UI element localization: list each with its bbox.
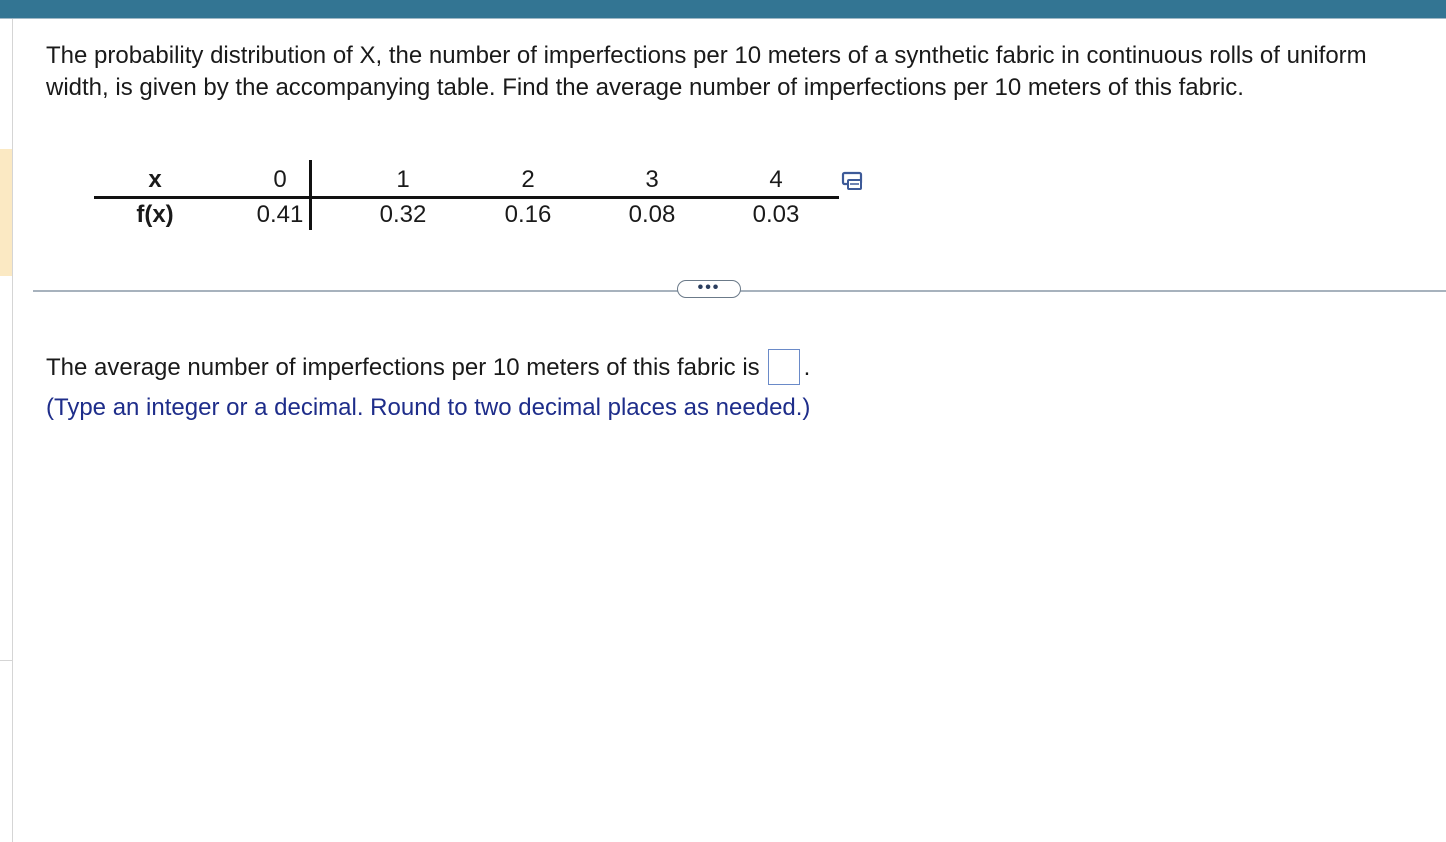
top-bar-border	[0, 18, 1446, 19]
left-panel-divider	[0, 660, 12, 661]
answer-sentence	[46, 350, 810, 387]
expand-more-button[interactable]: •••	[677, 280, 741, 298]
top-bar	[0, 0, 1446, 18]
table-x-value: 0	[273, 166, 287, 193]
table-x-value: 2	[521, 166, 535, 193]
answer-input[interactable]	[768, 349, 800, 385]
question-text: The probability distribution of X, the number of imperfections per 10 meters of a synthetic fabric in continuous rolls of uniform width, is given by the accompanying table. Find the average number of imperfections per 10 meters of this fabric.	[46, 42, 1367, 101]
answer-hint: (Type an integer or a decimal. Round to two decimal places as needed.)	[46, 394, 811, 421]
left-question-tab[interactable]	[0, 149, 12, 276]
table-f-value: 0.16	[504, 201, 552, 228]
left-panel-border	[12, 19, 13, 842]
table-horizontal-rule	[94, 196, 839, 199]
table-f-value: 0.03	[752, 201, 800, 228]
table-x-value: 1	[396, 166, 410, 193]
table-x-label: x	[148, 166, 162, 193]
copy-table-icon[interactable]	[841, 170, 867, 192]
distribution-table	[94, 160, 839, 232]
table-f-label: f(x)	[136, 201, 174, 228]
table-f-value: 0.08	[628, 201, 676, 228]
answer-suffix: .	[803, 354, 811, 381]
table-f-value: 0.32	[379, 201, 427, 228]
answer-prefix: The average number of imperfections per 10 meters of this fabric is	[46, 354, 760, 381]
table-x-value: 4	[769, 166, 783, 193]
table-x-value: 3	[645, 166, 659, 193]
table-f-value: 0.41	[256, 201, 304, 228]
